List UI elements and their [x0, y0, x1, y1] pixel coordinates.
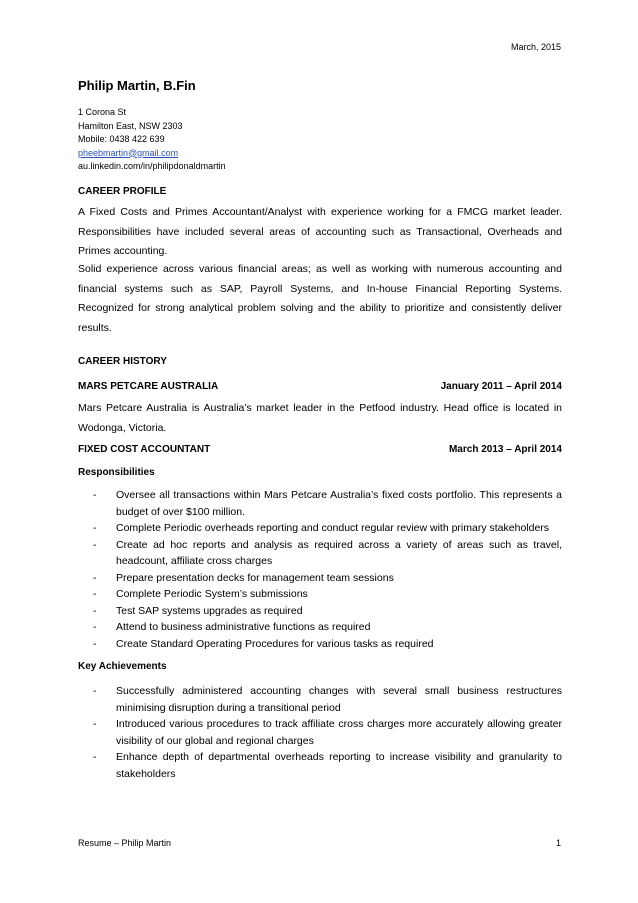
list-item: - Introduced various procedures to track affiliate cross charges more accurately allowing greater visibility of our global and regional charges [93, 718, 562, 747]
career-profile-heading: CAREER PROFILE [78, 186, 167, 197]
company-dates: January 2011 – April 2014 [440, 381, 562, 392]
bullet-dash: - [93, 538, 97, 551]
list-item: - Enhance depth of departmental overheads reporting to increase visibility and granularity to stakeholders [93, 751, 562, 780]
bullet-dash: - [93, 604, 97, 617]
list-item: - Test SAP systems upgrades as required [78, 603, 562, 620]
linkedin-url: au.linkedin.com/in/philipdonaldmartin [78, 161, 226, 171]
bullet-dash: - [93, 489, 97, 501]
responsibilities-list [78, 487, 562, 652]
list-item: - Successfully administered accounting changes with several small business restructures minimising disruption during a transitional period [93, 685, 562, 714]
career-history-heading: CAREER HISTORY [78, 356, 167, 367]
career-profile-paragraph-2: Solid experience across various financial areas; as well as working with numerous accounting and financial systems such as SAP, Payroll Systems, and In-house Financial Reporting Systems. Recognized for strong analytical problem solving and the ability to prioritize and consistently deliver results. [78, 263, 562, 334]
bullet-dash: - [93, 588, 97, 600]
key-achievements-heading: Key Achievements [78, 661, 167, 672]
bullet-dash: - [93, 621, 97, 633]
bullet-dash: - [93, 718, 97, 730]
career-profile-paragraph-1: A Fixed Costs and Primes Accountant/Analyst with experience working for a FMCG market leader. Responsibilities have included several areas of accounting such as Transactional, Overheads and Primes accounting. [78, 206, 562, 257]
company-description: Mars Petcare Australia is Australia’s market leader in the Petfood industry. Head office is located in Wodonga, Victoria. [78, 402, 562, 434]
list-item: - Create Standard Operating Procedures for various tasks as required [78, 636, 562, 653]
list-item: - Oversee all transactions within Mars Petcare Australia’s fixed costs portfolio. This represents a budget of over $100 million. [93, 489, 562, 518]
role-title: FIXED COST ACCOUNTANT [78, 444, 211, 455]
list-item: - Complete Periodic overheads reporting and conduct regular review with primary stakeholders [78, 520, 562, 537]
role-row [78, 444, 562, 455]
email-link[interactable]: pheebmartin@gmail.com [78, 147, 179, 158]
mobile-number: Mobile: 0438 422 639 [78, 134, 165, 144]
bullet-dash: - [93, 637, 97, 650]
list-item: - Create ad hoc reports and analysis as required across a variety of areas such as travel, headcount, affiliate cross charges [93, 538, 562, 567]
list-item: - Attend to business administrative functions as required [78, 619, 562, 636]
document-date: March, 2015 [510, 42, 561, 52]
address-line-2: Hamilton East, NSW 2303 [78, 120, 183, 131]
role-dates: March 2013 – April 2014 [448, 444, 562, 455]
company-name: MARS PETCARE AUSTRALIA [78, 381, 219, 392]
page-number: 1 [555, 838, 561, 848]
list-item: - Complete Periodic System’s submissions [78, 586, 562, 603]
candidate-name: Philip Martin, B.Fin [78, 78, 196, 93]
footer-title: Resume – Philip Martin [78, 838, 172, 848]
company-row [78, 381, 562, 392]
bullet-dash: - [93, 522, 97, 534]
bullet-dash: - [93, 685, 97, 697]
address-line-1: 1 Corona St [78, 107, 127, 117]
bullet-dash: - [93, 571, 97, 584]
list-item: - Prepare presentation decks for management team sessions [78, 570, 562, 587]
responsibilities-heading: Responsibilities [78, 467, 155, 478]
bullet-dash: - [93, 751, 97, 763]
achievements-list [78, 683, 562, 782]
contact-block [78, 106, 226, 174]
